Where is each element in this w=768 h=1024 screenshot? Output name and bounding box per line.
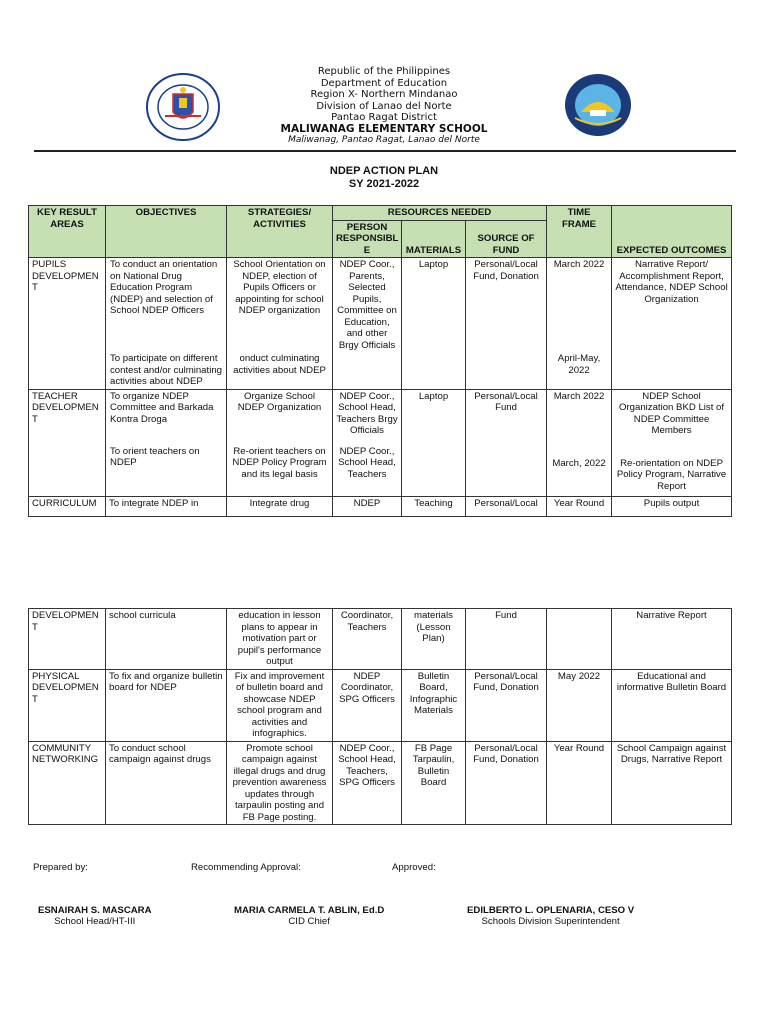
col-source-of-fund: SOURCE OF FUND [466,220,547,258]
time-cell: Year Round [547,741,612,825]
col-time-frame: TIME FRAME [547,206,612,258]
objectives-cell: To integrate NDEP in [106,496,227,516]
outcome-cell: Narrative Report/ Accomplishment Report, Attendance, NDEP School Organization [612,258,732,390]
person-cell: NDEP Coordinator, SPG Officers [333,669,402,741]
materials-cell: Laptop [402,258,466,390]
kra-cell: TEACHER DEVELOPMEN T [29,389,106,496]
objectives-cell [106,389,227,496]
department-line: Department of Education [320,77,448,89]
col-resources-needed: RESOURCES NEEDED [333,206,547,221]
document-title: NDEP ACTION PLAN [329,165,439,177]
objectives-cell: To conduct school campaign against drugs [106,741,227,825]
person-cell: NDEP Coor., School Head, Teachers, SPG Officers [333,741,402,825]
materials-cell: Teaching [402,496,466,516]
district-line: Pantao Ragat District [331,112,437,123]
objective-item: To conduct an orientation on National Drug Education Program (NDEP) and selection of School NDEP Officers [110,259,218,316]
kra-cell: DEVELOPMEN T [29,609,106,670]
outcome-cell: School Campaign against Drugs, Narrative Report [612,741,732,825]
approved-signatory [467,905,634,927]
school-year: SY 2021-2022 [348,178,420,190]
strategies-cell: education in lesson plans to appear in motivation part or pupil's performance output [227,609,333,670]
action-plan-table-page1 [28,205,732,517]
kra-cell: PUPILS DEVELOPMEN T [29,258,106,390]
table-row [29,609,732,670]
objective-item: To orient teachers on NDEP [110,445,200,468]
outcome-cell: Educational and informative Bulletin Board [612,669,732,741]
time-cell: May 2022 [547,669,612,741]
approved-label: Approved: [392,862,436,873]
time-cell [547,609,612,670]
republic-line: Republic of the Philippines [317,66,451,77]
time-cell: Year Round [547,496,612,516]
strategy-item: onduct culminating activities about NDEP [233,353,326,376]
strategy-item: School Orientation on NDEP, election of Pupils Officers or appointing for school NDEP organization [233,259,326,316]
materials-cell: Laptop [402,389,466,496]
time-cell [547,389,612,496]
strategies-cell [227,389,333,496]
kra-cell: CURRICULUM [29,496,106,516]
time-cell [547,258,612,390]
school-name: MALIWANAG ELEMENTARY SCHOOL [280,122,488,135]
objectives-cell [106,258,227,390]
objective-item: To participate on different contest and/or culminating activities about NDEP [110,353,222,387]
document-title-block [0,165,768,191]
col-strategies: STRATEGIES/ ACTIVITIES [227,206,333,258]
materials-cell: materials (Lesson Plan) [402,609,466,670]
table-row [29,669,732,741]
recommending-label: Recommending Approval: [191,862,301,873]
prepared-name: ESNAIRAH S. MASCARA [38,905,152,916]
kra-cell: PHYSICAL DEVELOPMEN T [29,669,106,741]
division-line: Division of Lanao del Norte [316,100,452,112]
school-address: Maliwanag, Pantao Ragat, Lanao del Norte [288,135,480,145]
strategies-cell: Promote school campaign against illegal drugs and drug prevention awareness updates through tarpaulin posting and FB Page posting. [227,741,333,825]
time-item: April-May, 2022 [557,353,601,376]
prepared-signatory [38,905,152,927]
table-row [29,258,732,390]
recommending-signatory [234,905,384,927]
outcome-cell [612,389,732,496]
col-key-result-areas: KEY RESULT AREAS [29,206,106,258]
materials-cell: Bulletin Board, Infographic Materials [402,669,466,741]
action-plan-table-page2 [28,608,732,825]
table-row [29,741,732,825]
col-materials: MATERIALS [402,220,466,258]
objective-item: To organize NDEP Committee and Barkada Kontra Droga [110,390,214,425]
strategies-cell: Fix and improvement of bulletin board and showcase NDEP school program and activities and infographics. [227,669,333,741]
col-person-responsible: PERSON RESPONSIBL E [333,220,402,258]
fund-cell: Personal/Local Fund, Donation [466,669,547,741]
time-item: March 2022 [553,390,605,402]
strategy-item: Re-orient teachers on NDEP Policy Program and its legal basis [232,445,327,480]
region-line: Region X- Northern Mindanao [310,89,458,100]
kra-cell: COMMUNITY NETWORKING [29,741,106,825]
header-rule [34,150,736,152]
approved-title: Schools Division Superintendent [481,916,620,927]
fund-cell: Personal/Local Fund [466,389,547,496]
approved-name: EDILBERTO L. OPLENARIA, CESO V [467,905,635,916]
outcome-item: NDEP School Organization BKD List of NDEP Committee Members [619,390,725,436]
letterhead [0,66,768,147]
objectives-cell: To fix and organize bulletin board for NDEP [106,669,227,741]
outcome-cell: Narrative Report [612,609,732,670]
strategies-cell [227,258,333,390]
time-item: March 2022 [553,259,605,270]
person-cell: NDEP [333,496,402,516]
person-cell [333,389,402,496]
recommending-name: MARIA CARMELA T. ABLIN, Ed.D [234,905,385,916]
prepared-label: Prepared by: [33,862,88,873]
fund-cell: Fund [466,609,547,670]
col-objectives: OBJECTIVES [106,206,227,258]
recommending-title: CID Chief [288,916,330,927]
prepared-title: School Head/HT-III [54,916,136,927]
fund-cell: Personal/Local Fund, Donation [466,741,547,825]
fund-cell: Personal/Local Fund, Donation [466,258,547,390]
person-cell: NDEP Coor., Parents, Selected Pupils, Committee on Education, and other Brgy Officials [333,258,402,390]
person-item: NDEP Coor., School Head, Teachers [338,445,396,480]
person-cell: Coordinator, Teachers [333,609,402,670]
fund-cell: Personal/Local [466,496,547,516]
objectives-cell: school curricula [106,609,227,670]
col-expected-outcomes: EXPECTED OUTCOMES [612,206,732,258]
strategy-item: Organize School NDEP Organization [237,390,322,413]
table-row [29,389,732,496]
table-row [29,496,732,516]
person-item: NDEP Coor., School Head, Teachers Brgy Officials [336,390,398,436]
materials-cell: FB Page Tarpaulin, Bulletin Board [402,741,466,825]
strategies-cell: Integrate drug [227,496,333,516]
outcome-item: Re-orientation on NDEP Policy Program, Narrative Report [616,457,727,492]
outcome-cell: Pupils output [612,496,732,516]
time-item: March, 2022 [552,457,606,469]
